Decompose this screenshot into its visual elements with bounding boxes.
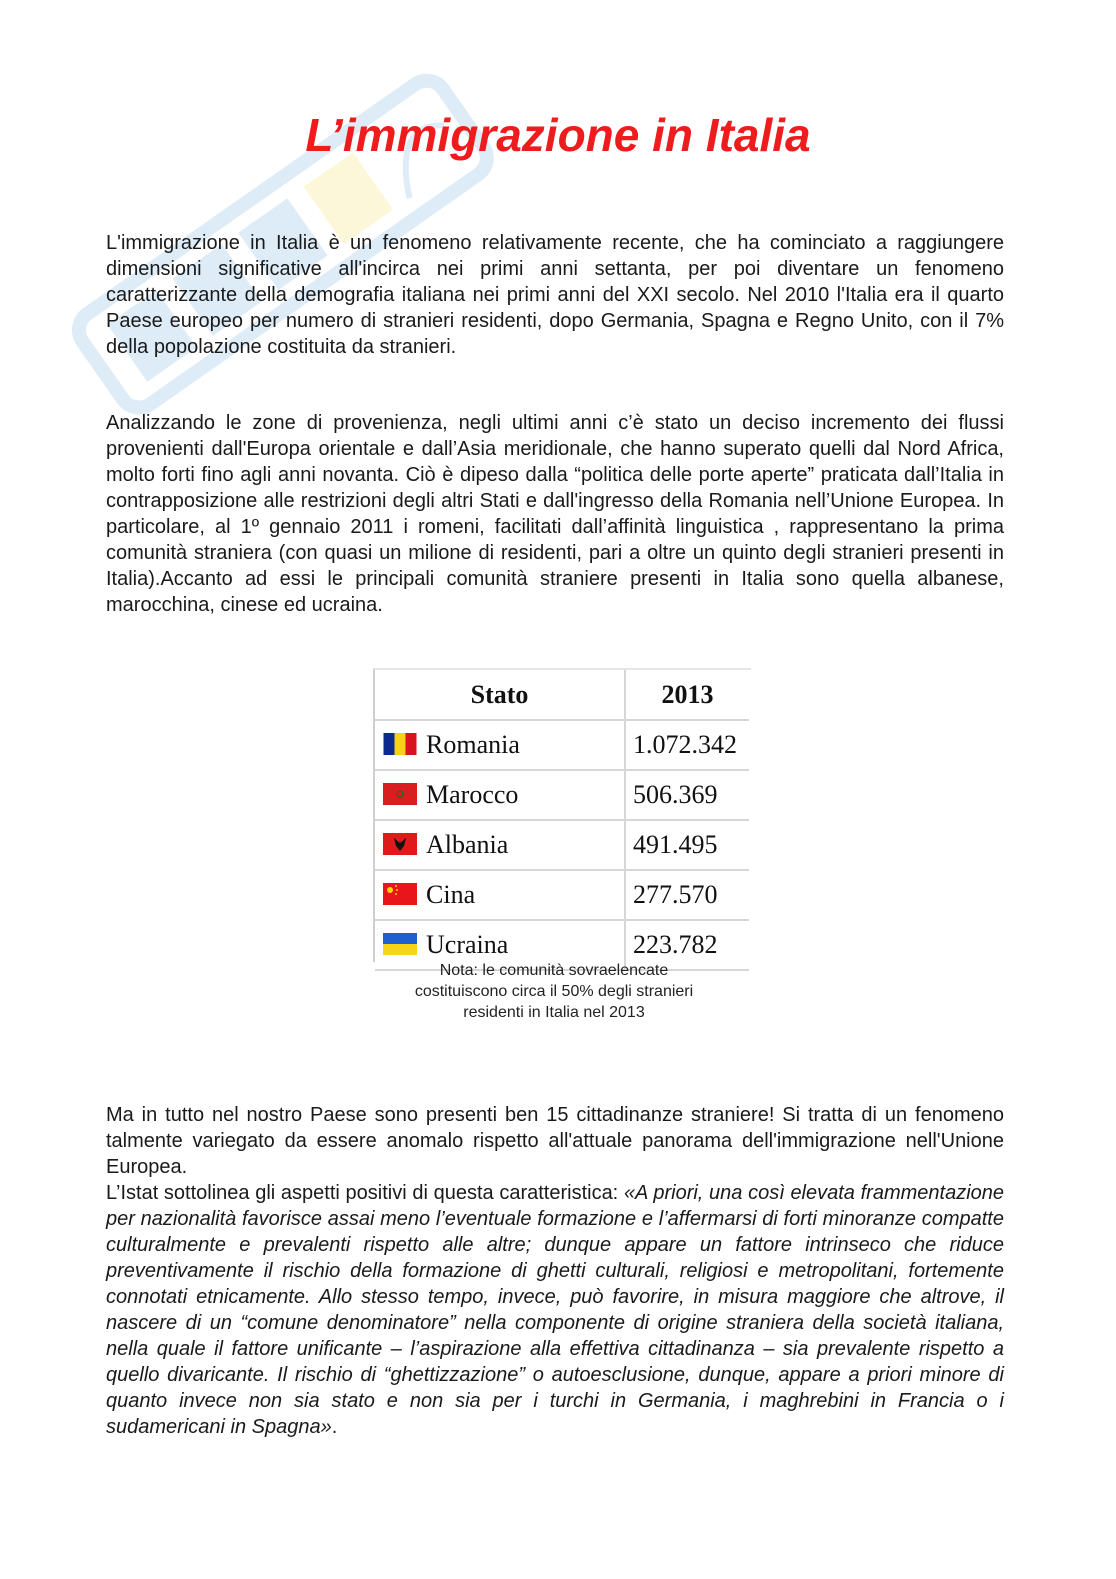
table-caption: Nota: le comunità sovraelencate costituiscono circa il 50% degli stranieri residenti in Italia nel 2013: [414, 962, 694, 1021]
istat-intro: L’Istat sottolinea gli aspetti positivi di questa caratteristica:: [106, 1182, 624, 1204]
country-cell: [375, 770, 625, 820]
country-name: Marocco: [426, 780, 519, 809]
table-row: [375, 820, 749, 870]
country-name: Romania: [426, 730, 520, 759]
paragraph-intro: L'immigrazione in Italia è un fenomeno relativamente recente, che ha cominciato a raggiungere dimensioni significative all'incirca nei primi anni settanta, per poi diventare un fenomeno caratterizzante della demografia italiana nei primi anni del XXI secolo. Nel 2010 l'Italia era il quarto Paese europeo per numero di stranieri residenti, dopo Germania, Spagna e Regno Unito, con il 7% della popolazione costituita da stranieri.: [106, 232, 1004, 358]
paragraph-provenienza: Analizzando le zone di provenienza, negli ultimi anni c’è stato un deciso incremento dei flussi provenienti dall'Europa orientale e dall’Asia meridionale, che hanno superato quelli dal Nord Africa, molto forti fino agli anni novanta. Ciò è dipeso dalla “politica delle porte aperte” praticata dall’Italia in contrapposizione alle restrizioni degli altri Stati e dall'ingresso della Romania nell’Unione Europea. In particolare, al 1º gennaio 2011 i romeni, facilitati dall’affinità linguistica , rappresentano la prima comunità straniera (con quasi un milione di residenti, pari a oltre un quinto degli stranieri presenti in Italia).Accanto ad essi le principali comunità straniere presenti in Italia sono quella albanese, marocchina, cinese ed ucraina.: [106, 412, 1004, 616]
table-header-row: [375, 670, 749, 720]
istat-end: .: [331, 1416, 338, 1438]
value-cell: 491.495: [625, 820, 749, 870]
header-year: 2013: [625, 670, 749, 720]
value-cell: 506.369: [625, 770, 749, 820]
china-flag-icon: [383, 883, 417, 905]
page-title: L’immigrazione in Italia: [305, 109, 811, 161]
value-cell: 223.782: [625, 920, 749, 970]
value-cell: 277.570: [625, 870, 749, 920]
country-name: Ucraina: [426, 930, 509, 959]
ukraine-flag-icon: [383, 933, 417, 955]
value-cell: 1.072.342: [625, 720, 749, 770]
country-name: Cina: [426, 880, 476, 909]
country-cell: [375, 870, 625, 920]
morocco-flag-icon: [383, 783, 417, 805]
country-name: Albania: [426, 830, 509, 859]
country-cell: [375, 820, 625, 870]
table-row: [375, 720, 749, 770]
communities-table: [373, 668, 751, 962]
table-row: [375, 870, 749, 920]
table-row: [375, 770, 749, 820]
istat-quote: «A priori, una così elevata frammentazione per nazionalità favorisce assai meno l’eventuale formazione e l’affermarsi di forti minoranze compatte culturalmente e prevalenti rispetto alle altre; dunque appare un fattore intrinseco che riduce preventivamente il rischio della formazione di ghetti culturali, religiosi e metropolitani, fortemente connotati etnicamente. Allo stesso tempo, invece, può favorire, in misura maggiore che altrove, il nascere di un “comune denominatore” nella componente di origine straniera della società italiana, nella quale il fattore unificante – l’aspirazione alla effettiva cittadinanza – sia prevalente rispetto a quello divaricante. Il rischio di “ghettizzazione” o autoesclusione, dunque, appare a priori minore di quanto invece non sia stato e non sia per i turchi in Germania, i maghrebini in Francia o i sudamericani in Spagna»: [106, 1182, 1005, 1438]
albania-flag-icon: [383, 833, 417, 855]
header-stato: Stato: [375, 670, 625, 720]
country-cell: [375, 720, 625, 770]
romania-flag-icon: [383, 733, 417, 755]
paragraph-cittadinanze: Ma in tutto nel nostro Paese sono presenti ben 15 cittadinanze straniere! Si tratta di un fenomeno talmente variegato da essere anomalo rispetto all'attuale panorama dell'immigrazione nell'Unione Europea.: [106, 1104, 1004, 1178]
paragraph-istat: [106, 1180, 1004, 1440]
